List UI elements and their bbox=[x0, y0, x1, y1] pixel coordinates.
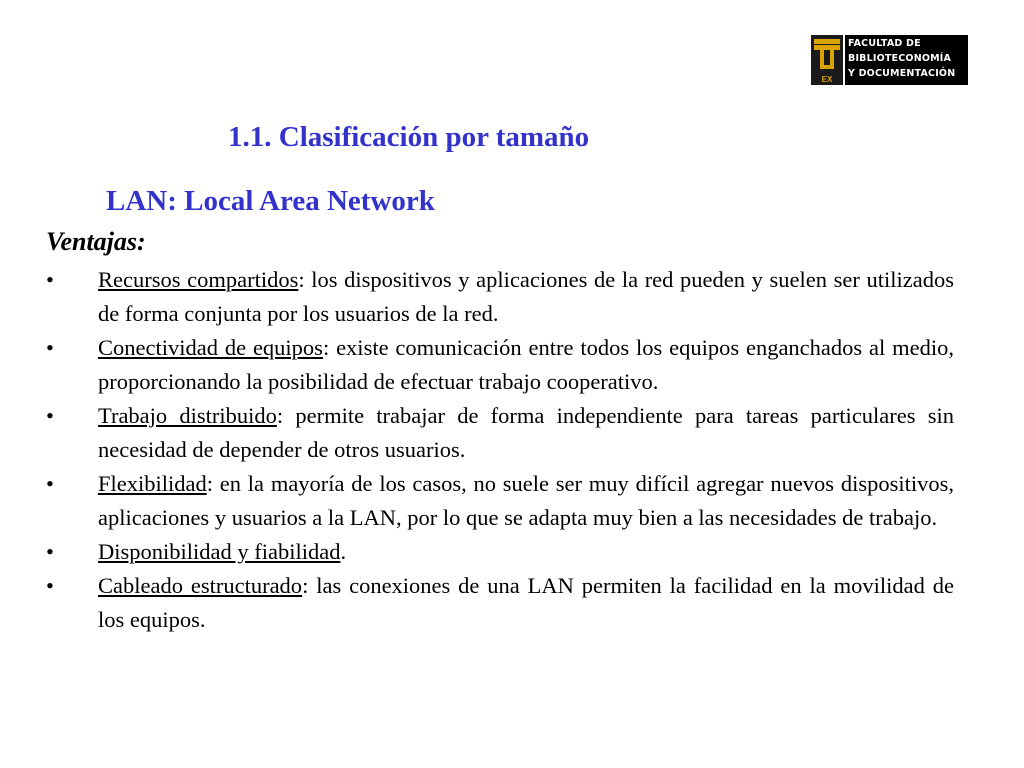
bullet: • bbox=[46, 267, 54, 292]
bullet: • bbox=[46, 335, 54, 360]
item-text: : los dispositivos y aplicaciones de la red pueden y suelen ser utilizados de forma conjunta por los usuarios de la red. bbox=[98, 267, 954, 326]
advantages-list bbox=[46, 263, 954, 637]
list-item bbox=[46, 399, 954, 467]
item-term: Disponibilidad y fiabilidad bbox=[98, 539, 341, 564]
slide-title: 1.1. Clasificación por tamaño bbox=[228, 121, 590, 153]
list-item bbox=[46, 263, 954, 331]
list-item bbox=[46, 467, 954, 535]
item-term: Conectividad de equipos bbox=[98, 335, 323, 360]
logo-text bbox=[845, 35, 968, 85]
logo-line-2: BIBLIOTECONOMÍA bbox=[848, 53, 952, 64]
university-emblem-icon bbox=[811, 35, 845, 85]
bullet: • bbox=[46, 471, 54, 496]
logo-mark-text: EX bbox=[821, 75, 833, 84]
bullet: • bbox=[46, 573, 54, 598]
item-text: : en la mayoría de los casos, no suele ser muy difícil agregar nuevos dispositivos, aplicaciones y usuarios a la LAN, por lo que se adapta muy bien a las necesidades de trabajo. bbox=[98, 471, 954, 530]
list-item bbox=[46, 569, 954, 637]
item-text: : existe comunicación entre todos los equipos enganchados al medio, proporcionando la posibilidad de efectuar trabajo cooperativo. bbox=[98, 335, 955, 394]
bullet: • bbox=[46, 539, 54, 564]
item-term: Flexibilidad bbox=[98, 471, 207, 496]
item-term: Cableado estructurado bbox=[98, 573, 303, 598]
item-term: Recursos compartidos bbox=[98, 267, 299, 292]
item-term: Trabajo distribuido bbox=[98, 403, 277, 428]
slide-subtitle: LAN: Local Area Network bbox=[106, 185, 435, 217]
list-item bbox=[46, 535, 954, 569]
bullet: • bbox=[46, 403, 54, 428]
list-item bbox=[46, 331, 954, 399]
item-text: . bbox=[340, 539, 347, 564]
logo-line-1: FACULTAD DE bbox=[848, 38, 921, 49]
section-heading: Ventajas: bbox=[46, 227, 146, 256]
faculty-logo bbox=[811, 35, 968, 85]
item-text: : permite trabajar de forma independiente para tareas particulares sin necesidad de depender de otros usuarios. bbox=[98, 403, 954, 462]
logo-line-3: Y DOCUMENTACIÓN bbox=[848, 68, 956, 79]
item-text: : las conexiones de una LAN permiten la facilidad en la movilidad de los equipos. bbox=[98, 573, 954, 632]
